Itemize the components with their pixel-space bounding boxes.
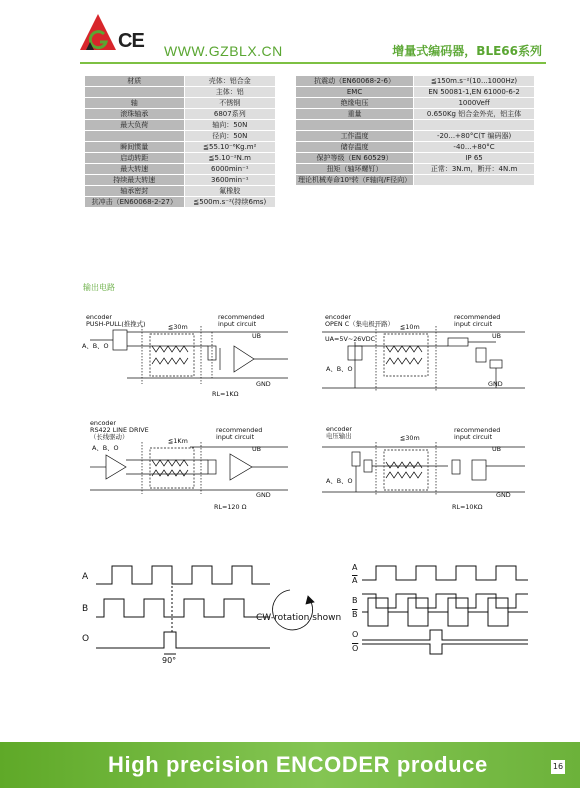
c4-rec-label: recommended (454, 426, 501, 434)
spec-key: 抗震动（EN60068-2-6） (296, 76, 414, 87)
spec-key: 扭矩（轴环螺钉） (296, 164, 414, 175)
spec-value: 氟橡胶 (184, 186, 275, 197)
ce-mark: CE (118, 30, 144, 52)
c4-input-label: input circuit (454, 433, 493, 441)
c2-ub-label: UB (492, 332, 502, 340)
spec-value: 轴向：50N (184, 120, 275, 131)
spec-key: 轴承密封 (85, 186, 185, 197)
c3-rec-label: recommended (216, 426, 263, 434)
c2-gnd-label: GND (488, 380, 503, 388)
c4-length-label: ≦30m (400, 434, 420, 442)
spec-key: 最大转速 (85, 164, 185, 175)
c4-channel-label: A、B、O (326, 477, 353, 485)
spec-value: 径向：50N (184, 131, 275, 142)
spec-value: IP 65 (414, 153, 535, 164)
c4-type-label: 电压输出 (326, 432, 352, 440)
c1-channel-label: A、B、O (82, 342, 109, 350)
spec-key: 最大负荷 (85, 120, 185, 131)
spec-key: 绝缘电压 (296, 98, 414, 109)
c3-type-label: RS422 LINE DRIVE (90, 426, 149, 434)
spec-value: 1000Veff (414, 98, 535, 109)
wave-right-a-inv-label: $\overline{A}$ (352, 576, 358, 585)
spec-key: 滚珠轴承 (85, 109, 185, 120)
spec-key: 持续最大转速 (85, 175, 185, 186)
spec-value: ≦500m.s⁻²(持续6ms) (184, 197, 275, 208)
wave-right-a-label: A (352, 563, 358, 572)
spec-key: 抗冲击（EN60068-2-27） (85, 197, 185, 208)
c4-gnd-label: GND (496, 491, 511, 499)
c1-rec-label: recommended (218, 313, 265, 321)
spec-key: 理论机械寿命10⁹转（F轴向/F径向） (296, 175, 414, 186)
c2-rec-label: recommended (454, 313, 501, 321)
section-title: 输出电路 (83, 283, 115, 292)
spec-key: 保护等级（EN 60529） (296, 153, 414, 164)
c4-rl-label: RL=10KΩ (452, 503, 483, 511)
page-number: 16 (551, 760, 565, 774)
c3-gnd-label: GND (256, 491, 271, 499)
cw-rotation-label: CW-rotation shown (256, 613, 342, 623)
spec-value: 3600min⁻¹ (184, 175, 275, 186)
c1-encoder-label: encoder (86, 313, 113, 321)
wave-right-b-label: B (352, 596, 358, 605)
spec-value: -20...+80°C(T 编码器) (414, 131, 535, 142)
wave-b-label: B (82, 604, 89, 614)
c4-encoder-label: encoder (326, 425, 353, 433)
wave-right-b-inv-label: $\overline{B}$ (352, 610, 358, 619)
c1-input-label: input circuit (218, 320, 257, 328)
c2-type-label: OPEN C（集电极开路） (325, 320, 394, 328)
c3-type2-label: （长线驱动） (90, 433, 129, 441)
wave-90deg-label: 90° (162, 656, 177, 665)
spec-key: 重量 (296, 109, 414, 120)
spec-value: -40...+80°C (414, 142, 535, 153)
c1-length-label: ≦30m (168, 323, 188, 331)
c2-encoder-label: encoder (325, 313, 352, 321)
spec-key: 工作温度 (296, 131, 414, 142)
circuit-voltage-output (322, 442, 525, 496)
c3-encoder-label: encoder (90, 419, 117, 427)
spec-key: EMC (296, 87, 414, 98)
spec-value: 主体：铝 (184, 87, 275, 98)
spec-value: 壳体：铝合金 (184, 76, 275, 87)
spec-value: ≦5.10⁻²N.m (184, 153, 275, 164)
c3-rl-label: RL=120 Ω (214, 503, 247, 511)
spec-value: 6807系列 (184, 109, 275, 120)
spec-value: 0.650Kg 铝合金外壳，铝主体 (414, 109, 535, 120)
waveform-left (96, 566, 270, 654)
cw-rotation-icon (273, 590, 314, 630)
c4-ub-label: UB (492, 445, 502, 453)
spec-key: 瞬间惯量 (85, 142, 185, 153)
c2-input-label: input circuit (454, 320, 493, 328)
c1-gnd-label: GND (256, 380, 271, 388)
wave-a-label: A (82, 572, 89, 582)
c1-ub-label: UB (252, 332, 262, 340)
c3-ub-label: UB (252, 445, 262, 453)
spec-value: 6000min⁻¹ (184, 164, 275, 175)
spec-value: 不锈钢 (184, 98, 275, 109)
c3-length-label: ≦1Km (168, 437, 188, 445)
c2-channel-label: A、B、O (326, 365, 353, 373)
spec-key: 储存温度 (296, 142, 414, 153)
c3-channel-label: A、B、O (92, 444, 119, 452)
spec-key: 启动转距 (85, 153, 185, 164)
spec-value: EN 50081-1,EN 61000-6-2 (414, 87, 535, 98)
wave-right-o-label: O (352, 630, 359, 639)
c2-length-label: ≦10m (400, 323, 420, 331)
website-url[interactable]: WWW.GZBLX.CN (164, 43, 283, 59)
wave-o-label: O (82, 634, 90, 644)
c1-rl-label: RL=1KΩ (212, 390, 239, 398)
spec-value: ≦55.10⁻⁶Kg.m² (184, 142, 275, 153)
spec-value: ≦150m.s⁻²(10...1000Hz) (414, 76, 535, 87)
footer-slogan: High precision ENCODER produce (108, 752, 488, 777)
spec-value: 正常：3N.m，断开：4N.m (414, 164, 535, 175)
page-title: 增量式编码器，BLE66系列 (392, 44, 542, 58)
c2-ua-label: UA=5V~26VDC (325, 335, 376, 343)
wave-right-o-inv-label: $\overline{O}$ (352, 644, 359, 653)
c1-type-label: PUSH-PULL(推挽式) (86, 320, 146, 328)
spec-key: 轴 (85, 98, 185, 109)
spec-key: 材质 (85, 76, 185, 87)
waveform-right (362, 566, 528, 654)
circuit-rs422 (90, 442, 288, 494)
c3-input-label: input circuit (216, 433, 255, 441)
